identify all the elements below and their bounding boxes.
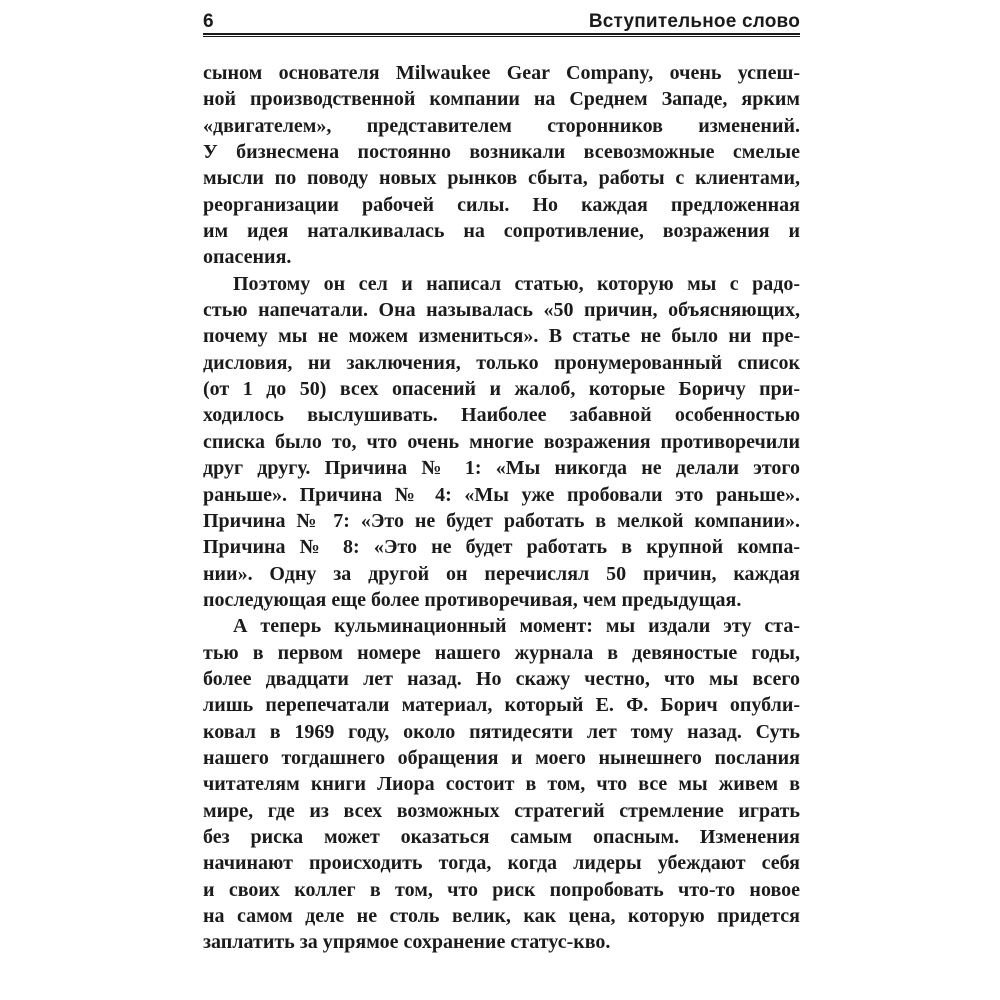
text-line: списка было то, что очень многие возражения противоречили	[203, 430, 800, 453]
text-line: нии». Одну за другой он перечислял 50 причин, каждая	[203, 562, 800, 585]
text-line: «двигателем», представителем сторонников изменений.	[203, 114, 800, 137]
text-line: последующая еще более противоречивая, чем предыдущая.	[203, 588, 742, 611]
header-rule	[203, 33, 800, 37]
text-line: друг другу. Причина № 1: «Мы никогда не делали этого	[203, 457, 800, 480]
text-line: (от 1 до 50) всех опасений и жалоб, которые Боричу при-	[203, 378, 800, 401]
page-number: 6	[203, 11, 214, 32]
text-line: ковал в 1969 году, около пятидесяти лет тому назад. Суть	[203, 720, 800, 743]
text-line: мире, где из всех возможных стратегий стремление играть	[203, 799, 800, 822]
page-content	[203, 12, 800, 956]
page-header	[203, 12, 800, 32]
text-line: А теперь кульминационный момент: мы издали эту ста-	[233, 615, 800, 638]
text-line: на самом деле не столь велик, как цена, которую придется	[203, 905, 800, 927]
text-line: начинают происходить тогда, когда лидеры убеждают себя	[203, 852, 800, 875]
text-line: сыном основателя Milwaukee Gear Company, очень успеш-	[203, 62, 800, 84]
text-line: ходилось выслушивать. Наиболее забавной особенностью	[203, 404, 800, 427]
text-line: стью напечатали. Она называлась «50 причин, объясняющих,	[203, 299, 800, 322]
text-line: Причина № 7: «Это не будет работать в мелкой компании».	[203, 509, 800, 532]
text-line: У бизнесмена постоянно возникали всевозможные смелые	[203, 141, 800, 164]
text-line: дисловия, ни заключения, только пронумерованный список	[203, 351, 800, 374]
text-line: реорганизации рабочей силы. Но каждая предложенная	[203, 193, 800, 216]
text-line: более двадцати лет назад. Но скажу честно, что мы всего	[203, 667, 800, 690]
text-line: мысли по поводу новых рынков сбыта, работы с клиентами,	[203, 167, 800, 190]
text-line: им идея наталкивалась на сопротивление, возражения и	[203, 220, 800, 243]
text-line: ной производственной компании на Среднем Западе, ярким	[203, 88, 800, 111]
text-line: раньше». Причина № 4: «Мы уже пробовали это раньше».	[203, 483, 800, 506]
running-head: Вступительное слово	[588, 11, 800, 32]
text-line: без риска может оказаться самым опасным. Изменения	[203, 825, 800, 848]
text-line: опасения.	[203, 246, 292, 269]
text-line: тью в первом номере нашего журнала в девяностые годы,	[203, 641, 800, 664]
text-line: Причина № 8: «Это не будет работать в крупной компа-	[203, 536, 800, 559]
text-line: лишь перепечатали материал, который Е. Ф. Борич опубли-	[203, 694, 800, 717]
text-line: Поэтому он сел и написал статью, которую мы с радо-	[233, 272, 800, 295]
text-line: нашего тогдашнего обращения и моего нынешнего послания	[203, 746, 800, 769]
text-line: заплатить за упрямое сохранение статус-кво.	[203, 931, 611, 954]
text-line: читателям книги Лиора состоит в том, что все мы живем в	[203, 773, 800, 796]
text-line: почему мы не можем измениться». В статье не было ни пре-	[203, 325, 800, 348]
text-line: и своих коллег в том, что риск попробовать что-то новое	[203, 878, 800, 901]
page-text	[203, 60, 800, 956]
